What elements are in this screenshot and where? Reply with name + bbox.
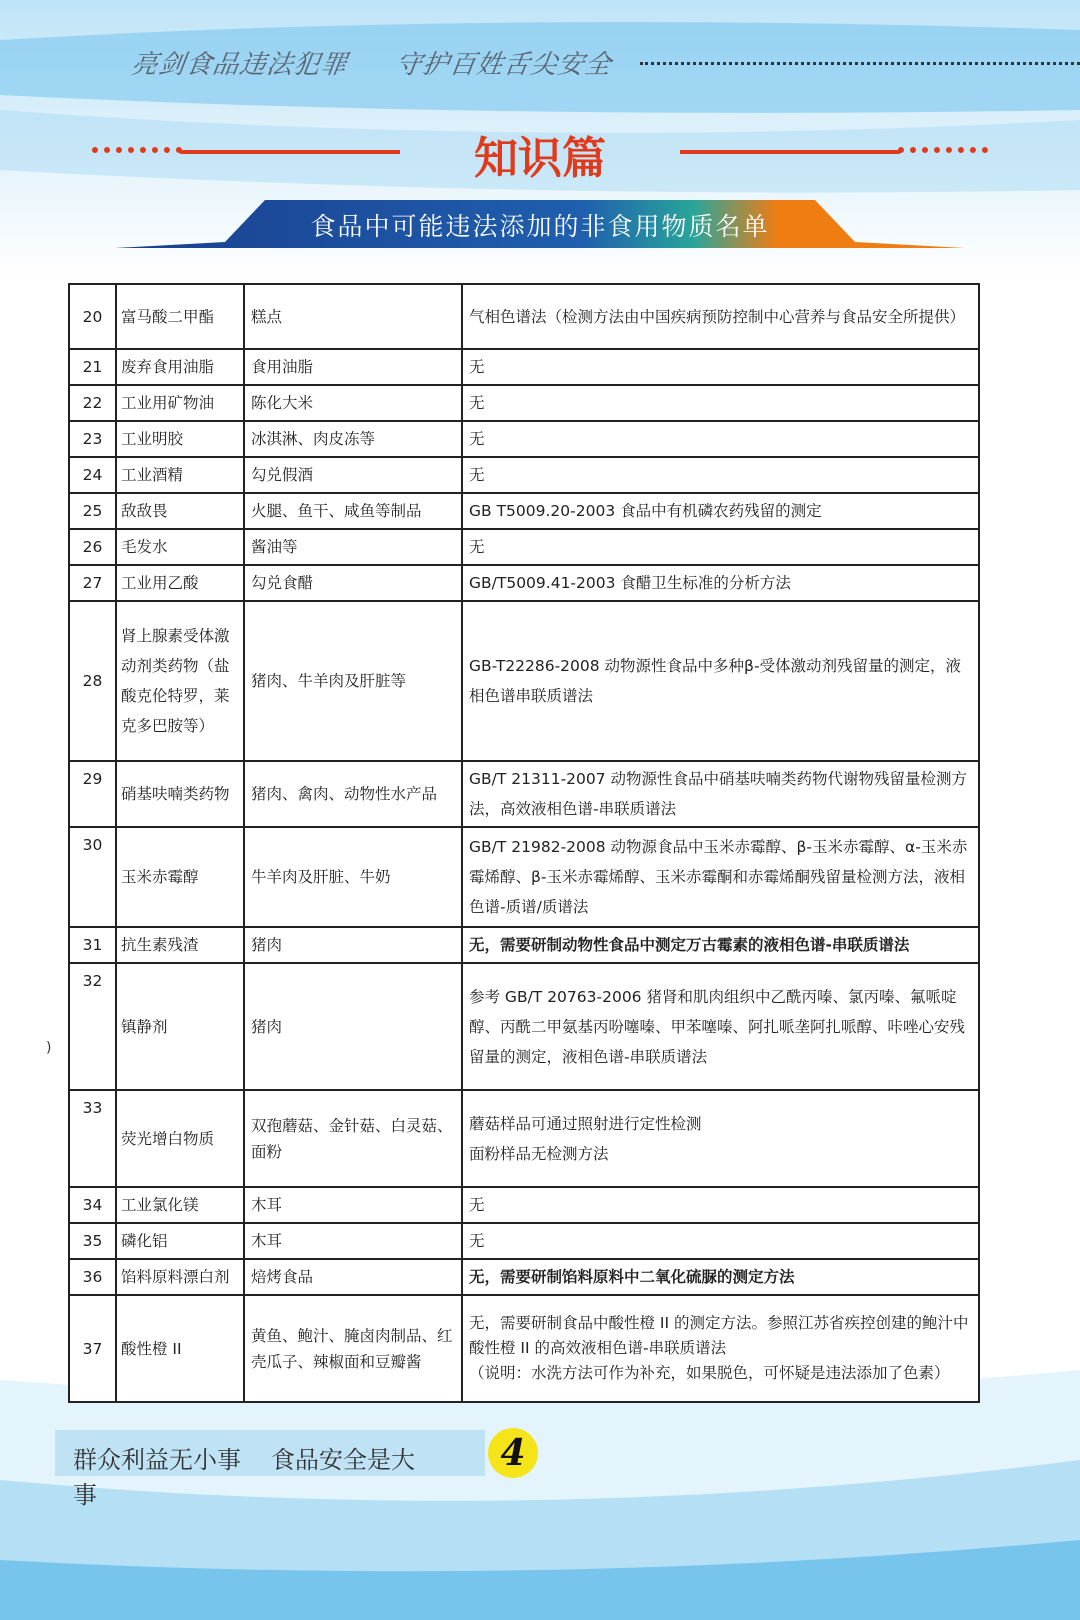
table-row <box>69 1223 979 1259</box>
substance-cell: 荧光增白物质 <box>116 1090 244 1187</box>
method-cell: 无，需要研制食品中酸性橙 II 的测定方法。参照江苏省疾控创建的鲍汁中酸性橙 II 的高效液相色谱-串联质谱法 （说明：水洗方法可作为补充，如果脱色，可怀疑是违法添加了色素） <box>462 1295 979 1402</box>
table-row <box>69 529 979 565</box>
table-row <box>69 284 979 349</box>
table-row <box>69 493 979 529</box>
row-number: 36 <box>69 1259 116 1295</box>
food-cell: 火腿、鱼干、咸鱼等制品 <box>244 493 462 529</box>
substance-cell: 工业用乙酸 <box>116 565 244 601</box>
food-cell: 黄鱼、鲍汁、腌卤肉制品、红壳瓜子、辣椒面和豆瓣酱 <box>244 1295 462 1402</box>
method-cell: 无，需要研制动物性食品中测定万古霉素的液相色谱-串联质谱法 <box>462 927 979 963</box>
table-row <box>69 349 979 385</box>
row-number: 34 <box>69 1187 116 1223</box>
method-cell: 无 <box>462 1187 979 1223</box>
table-row <box>69 601 979 761</box>
slogan-left: 亮剑食品违法犯罪 <box>129 50 350 80</box>
food-cell: 勾兑食醋 <box>244 565 462 601</box>
method-cell: 气相色谱法（检测方法由中国疾病预防控制中心营养与食品安全所提供） <box>462 284 979 349</box>
method-cell: 无 <box>462 421 979 457</box>
substance-cell: 富马酸二甲酯 <box>116 284 244 349</box>
method-cell: 蘑菇样品可通过照射进行定性检测 面粉样品无检测方法 <box>462 1090 979 1187</box>
stray-mark: ) <box>46 1040 52 1056</box>
substance-cell: 废弃食用油脂 <box>116 349 244 385</box>
table-row <box>69 827 979 927</box>
method-cell: 无 <box>462 529 979 565</box>
food-cell: 木耳 <box>244 1187 462 1223</box>
footer-slogan <box>55 1430 485 1509</box>
substance-cell: 工业明胶 <box>116 421 244 457</box>
row-number: 25 <box>69 493 116 529</box>
method-cell: 无 <box>462 349 979 385</box>
food-cell: 焙烤食品 <box>244 1259 462 1295</box>
food-cell: 冰淇淋、肉皮冻等 <box>244 421 462 457</box>
substance-cell: 镇静剂 <box>116 963 244 1090</box>
table-row <box>69 421 979 457</box>
row-number: 31 <box>69 927 116 963</box>
row-number: 28 <box>69 601 116 761</box>
table-row <box>69 457 979 493</box>
method-cell: GB/T 21311-2007 动物源性食品中硝基呋喃类药物代谢物残留量检测方法，高效液相色谱-串联质谱法 <box>462 761 979 827</box>
method-cell: GB/T5009.41-2003 食醋卫生标准的分析方法 <box>462 565 979 601</box>
substance-cell: 硝基呋喃类药物 <box>116 761 244 827</box>
row-number: 23 <box>69 421 116 457</box>
substance-cell: 毛发水 <box>116 529 244 565</box>
food-cell: 猪肉、禽肉、动物性水产品 <box>244 761 462 827</box>
table-row <box>69 565 979 601</box>
table-row <box>69 963 979 1090</box>
food-cell: 猪肉 <box>244 963 462 1090</box>
table-row <box>69 1295 979 1402</box>
food-cell: 双孢蘑菇、金针菇、白灵菇、面粉 <box>244 1090 462 1187</box>
method-cell: 无 <box>462 1223 979 1259</box>
substance-cell: 酸性橙 II <box>116 1295 244 1402</box>
dotted-divider <box>640 62 1080 65</box>
food-cell: 猪肉 <box>244 927 462 963</box>
row-number: 29 <box>69 761 116 827</box>
banner-title: 食品中可能违法添加的非食用物质名单 <box>310 212 770 241</box>
method-cell: 无 <box>462 457 979 493</box>
food-cell: 食用油脂 <box>244 349 462 385</box>
footer-right: 食品安全是大事 <box>73 1446 415 1509</box>
food-cell: 木耳 <box>244 1223 462 1259</box>
footer-left: 群众利益无小事 <box>73 1446 241 1474</box>
substance-cell: 馅料原料漂白剂 <box>116 1259 244 1295</box>
title-line-right <box>680 150 900 154</box>
row-number: 33 <box>69 1090 116 1187</box>
substance-cell: 磷化铝 <box>116 1223 244 1259</box>
substance-table <box>68 283 980 1403</box>
method-cell: 无 <box>462 385 979 421</box>
method-cell: GB-T22286-2008 动物源性食品中多种β-受体激动剂残留量的测定，液相色谱串联质谱法 <box>462 601 979 761</box>
table-row <box>69 927 979 963</box>
row-number: 30 <box>69 827 116 927</box>
row-number: 21 <box>69 349 116 385</box>
table-row <box>69 761 979 827</box>
substance-cell: 玉米赤霉醇 <box>116 827 244 927</box>
method-cell: 参考 GB/T 20763-2006 猪肾和肌肉组织中乙酰丙嗪、氯丙嗪、氟哌啶醇、丙酰二甲氨基丙吩噻嗪、甲苯噻嗪、阿扎哌垄阿扎哌醇、咔唑心安残留量的测定，液相色谱-串联质谱法 <box>462 963 979 1090</box>
substance-cell: 肾上腺素受体激动剂类药物（盐酸克伦特罗，莱克多巴胺等） <box>116 601 244 761</box>
method-cell: GB/T 21982-2008 动物源食品中玉米赤霉醇、β-玉米赤霉醇、α-玉米赤霉烯醇、β-玉米赤霉烯醇、玉米赤霉酮和赤霉烯酮残留量检测方法，液相色谱-质谱/质谱法 <box>462 827 979 927</box>
table-row <box>69 1259 979 1295</box>
slogan <box>129 44 662 81</box>
substance-cell: 工业用矿物油 <box>116 385 244 421</box>
food-cell: 糕点 <box>244 284 462 349</box>
substance-cell: 工业酒精 <box>116 457 244 493</box>
row-number: 27 <box>69 565 116 601</box>
food-cell: 酱油等 <box>244 529 462 565</box>
food-cell: 陈化大米 <box>244 385 462 421</box>
table-row <box>69 1187 979 1223</box>
food-cell: 猪肉、牛羊肉及肝脏等 <box>244 601 462 761</box>
row-number: 20 <box>69 284 116 349</box>
title-dots-right <box>898 147 988 153</box>
food-cell: 勾兑假酒 <box>244 457 462 493</box>
slogan-right: 守护百姓舌尖安全 <box>393 50 614 80</box>
substance-cell: 敌敌畏 <box>116 493 244 529</box>
row-number: 26 <box>69 529 116 565</box>
row-number: 24 <box>69 457 116 493</box>
table-row <box>69 1090 979 1187</box>
food-cell: 牛羊肉及肝脏、牛奶 <box>244 827 462 927</box>
method-cell: 无，需要研制馅料原料中二氧化硫脲的测定方法 <box>462 1259 979 1295</box>
row-number: 35 <box>69 1223 116 1259</box>
method-cell: GB T5009.20-2003 食品中有机磷农药残留的测定 <box>462 493 979 529</box>
table-row <box>69 385 979 421</box>
substance-cell: 工业氯化镁 <box>116 1187 244 1223</box>
row-number: 22 <box>69 385 116 421</box>
page-number: 4 <box>488 1428 538 1478</box>
section-title: 知识篇 <box>474 133 606 184</box>
substance-cell: 抗生素残渣 <box>116 927 244 963</box>
row-number: 37 <box>69 1295 116 1402</box>
row-number: 32 <box>69 963 116 1090</box>
